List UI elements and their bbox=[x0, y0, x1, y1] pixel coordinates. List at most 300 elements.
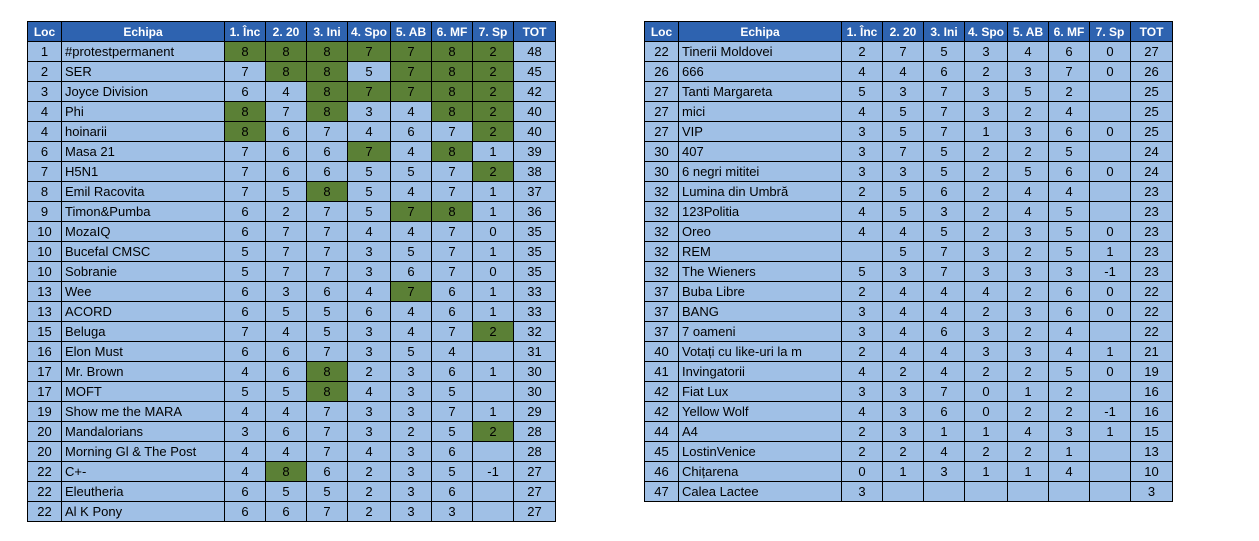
round-score-cell: 2 bbox=[965, 442, 1008, 462]
team-name-cell: Al K Pony bbox=[62, 502, 225, 522]
round-score-cell: 2 bbox=[883, 362, 924, 382]
header-row bbox=[645, 22, 1173, 42]
round-score-cell: 2 bbox=[348, 362, 391, 382]
round-score-cell: 4 bbox=[225, 462, 266, 482]
round-score-cell: 2 bbox=[965, 222, 1008, 242]
rank-cell: 2 bbox=[28, 62, 62, 82]
round-score-cell: 3 bbox=[842, 142, 883, 162]
round-score-cell: 5 bbox=[432, 462, 473, 482]
round-score-cell: 8 bbox=[307, 102, 348, 122]
round-score-cell: 3 bbox=[348, 322, 391, 342]
table-row bbox=[645, 122, 1173, 142]
round-score-cell: 2 bbox=[965, 202, 1008, 222]
team-name-cell: C+- bbox=[62, 462, 225, 482]
round-score-cell: 2 bbox=[1008, 242, 1049, 262]
total-cell: 22 bbox=[1131, 322, 1173, 342]
round-score-cell: 5 bbox=[225, 382, 266, 402]
team-name-cell: SER bbox=[62, 62, 225, 82]
round-score-cell: 8 bbox=[432, 202, 473, 222]
round-score-cell: 6 bbox=[432, 362, 473, 382]
table-row bbox=[28, 162, 556, 182]
table-row bbox=[28, 322, 556, 342]
total-cell: 23 bbox=[1131, 202, 1173, 222]
round-score-cell: 7 bbox=[924, 122, 965, 142]
round-score-cell: 8 bbox=[225, 102, 266, 122]
round-score-cell: 1 bbox=[473, 142, 514, 162]
round-score-cell: 3 bbox=[842, 322, 883, 342]
round-score-cell: 7 bbox=[432, 242, 473, 262]
team-name-cell: Sobranie bbox=[62, 262, 225, 282]
standings-table-left bbox=[27, 21, 556, 522]
round-score-cell: 7 bbox=[307, 502, 348, 522]
round-score-cell: 2 bbox=[473, 102, 514, 122]
round-score-cell bbox=[1090, 202, 1131, 222]
column-header: 7. Sp bbox=[473, 22, 514, 42]
round-score-cell: 3 bbox=[1008, 302, 1049, 322]
round-score-cell: 1 bbox=[473, 282, 514, 302]
round-score-cell: -1 bbox=[473, 462, 514, 482]
rank-cell: 10 bbox=[28, 262, 62, 282]
round-score-cell: 2 bbox=[1049, 382, 1090, 402]
round-score-cell: 1 bbox=[965, 462, 1008, 482]
team-name-cell: LostinVenice bbox=[679, 442, 842, 462]
round-score-cell: 5 bbox=[391, 162, 432, 182]
round-score-cell: 5 bbox=[883, 182, 924, 202]
total-cell: 27 bbox=[1131, 42, 1173, 62]
round-score-cell: 3 bbox=[965, 82, 1008, 102]
total-cell: 35 bbox=[514, 222, 556, 242]
table-row bbox=[645, 62, 1173, 82]
column-header: 4. Spo bbox=[348, 22, 391, 42]
round-score-cell: 4 bbox=[348, 122, 391, 142]
round-score-cell: 3 bbox=[348, 342, 391, 362]
round-score-cell: 6 bbox=[924, 402, 965, 422]
round-score-cell: 0 bbox=[1090, 42, 1131, 62]
round-score-cell: 3 bbox=[391, 442, 432, 462]
round-score-cell: 4 bbox=[842, 102, 883, 122]
table-row bbox=[28, 182, 556, 202]
round-score-cell: 2 bbox=[473, 42, 514, 62]
column-header: 7. Sp bbox=[1090, 22, 1131, 42]
team-name-cell: Phi bbox=[62, 102, 225, 122]
round-score-cell: 3 bbox=[924, 462, 965, 482]
round-score-cell bbox=[473, 442, 514, 462]
round-score-cell: 3 bbox=[883, 82, 924, 102]
rank-cell: 45 bbox=[645, 442, 679, 462]
round-score-cell: 3 bbox=[391, 402, 432, 422]
team-name-cell: Mandalorians bbox=[62, 422, 225, 442]
team-name-cell: Eleutheria bbox=[62, 482, 225, 502]
round-score-cell: 6 bbox=[225, 202, 266, 222]
round-score-cell: 7 bbox=[432, 322, 473, 342]
round-score-cell: -1 bbox=[1090, 262, 1131, 282]
table-row bbox=[645, 342, 1173, 362]
table-row bbox=[645, 82, 1173, 102]
round-score-cell: 1 bbox=[924, 422, 965, 442]
round-score-cell: 2 bbox=[473, 422, 514, 442]
rank-cell: 16 bbox=[28, 342, 62, 362]
total-cell: 32 bbox=[514, 322, 556, 342]
round-score-cell: 3 bbox=[965, 102, 1008, 122]
round-score-cell: 7 bbox=[348, 82, 391, 102]
round-score-cell: 7 bbox=[432, 262, 473, 282]
round-score-cell: 5 bbox=[1049, 142, 1090, 162]
rank-cell: 27 bbox=[645, 102, 679, 122]
team-name-cell: Oreo bbox=[679, 222, 842, 242]
rank-cell: 30 bbox=[645, 162, 679, 182]
round-score-cell: 7 bbox=[307, 402, 348, 422]
round-score-cell: 3 bbox=[391, 482, 432, 502]
round-score-cell bbox=[883, 482, 924, 502]
round-score-cell: 8 bbox=[432, 42, 473, 62]
round-score-cell: 8 bbox=[266, 462, 307, 482]
team-name-cell: BANG bbox=[679, 302, 842, 322]
round-score-cell: 3 bbox=[225, 422, 266, 442]
round-score-cell bbox=[1090, 442, 1131, 462]
team-name-cell: #protestpermanent bbox=[62, 42, 225, 62]
round-score-cell: 7 bbox=[266, 242, 307, 262]
round-score-cell: 1 bbox=[473, 202, 514, 222]
round-score-cell: 4 bbox=[1049, 342, 1090, 362]
round-score-cell: 5 bbox=[1049, 222, 1090, 242]
table-row bbox=[645, 142, 1173, 162]
table-body bbox=[645, 42, 1173, 502]
team-name-cell: 7 oameni bbox=[679, 322, 842, 342]
round-score-cell: 3 bbox=[965, 342, 1008, 362]
round-score-cell: 6 bbox=[225, 302, 266, 322]
round-score-cell: 7 bbox=[432, 122, 473, 142]
round-score-cell: 5 bbox=[924, 142, 965, 162]
rank-cell: 20 bbox=[28, 442, 62, 462]
rank-cell: 17 bbox=[28, 382, 62, 402]
table-row bbox=[645, 162, 1173, 182]
table-row bbox=[645, 242, 1173, 262]
table-row bbox=[28, 502, 556, 522]
round-score-cell: 7 bbox=[307, 222, 348, 242]
round-score-cell: 6 bbox=[1049, 122, 1090, 142]
column-header: 1. Înc bbox=[225, 22, 266, 42]
team-name-cell: 6 negri mititei bbox=[679, 162, 842, 182]
round-score-cell: 7 bbox=[432, 222, 473, 242]
total-cell: 42 bbox=[514, 82, 556, 102]
round-score-cell: 7 bbox=[432, 162, 473, 182]
round-score-cell: 6 bbox=[432, 302, 473, 322]
round-score-cell: 3 bbox=[965, 262, 1008, 282]
round-score-cell: 2 bbox=[842, 442, 883, 462]
rank-cell: 40 bbox=[645, 342, 679, 362]
round-score-cell: 7 bbox=[924, 242, 965, 262]
round-score-cell: 6 bbox=[307, 282, 348, 302]
table-row bbox=[28, 382, 556, 402]
round-score-cell: 2 bbox=[1008, 102, 1049, 122]
round-score-cell: 6 bbox=[225, 482, 266, 502]
round-score-cell: 3 bbox=[1008, 62, 1049, 82]
table-row bbox=[28, 342, 556, 362]
rank-cell: 15 bbox=[28, 322, 62, 342]
round-score-cell: 7 bbox=[1049, 62, 1090, 82]
round-score-cell: 3 bbox=[1049, 422, 1090, 442]
round-score-cell: 6 bbox=[348, 302, 391, 322]
team-name-cell: H5N1 bbox=[62, 162, 225, 182]
round-score-cell: 4 bbox=[225, 362, 266, 382]
rank-cell: 4 bbox=[28, 102, 62, 122]
round-score-cell: 0 bbox=[965, 382, 1008, 402]
table-row bbox=[28, 462, 556, 482]
round-score-cell: 6 bbox=[266, 162, 307, 182]
round-score-cell: 3 bbox=[1049, 262, 1090, 282]
round-score-cell: 3 bbox=[842, 302, 883, 322]
round-score-cell bbox=[1090, 382, 1131, 402]
total-cell: 25 bbox=[1131, 122, 1173, 142]
team-name-cell: The Wieners bbox=[679, 262, 842, 282]
round-score-cell: 3 bbox=[348, 242, 391, 262]
round-score-cell: 1 bbox=[1008, 382, 1049, 402]
team-name-cell: Lumina din Umbră bbox=[679, 182, 842, 202]
round-score-cell: 3 bbox=[1008, 342, 1049, 362]
team-name-cell: A4 bbox=[679, 422, 842, 442]
round-score-cell: 4 bbox=[225, 442, 266, 462]
round-score-cell: 1 bbox=[473, 362, 514, 382]
total-cell: 10 bbox=[1131, 462, 1173, 482]
round-score-cell: 2 bbox=[1008, 442, 1049, 462]
rank-cell: 22 bbox=[28, 462, 62, 482]
round-score-cell: 6 bbox=[225, 282, 266, 302]
table-row bbox=[645, 442, 1173, 462]
round-score-cell: 7 bbox=[225, 62, 266, 82]
round-score-cell: 6 bbox=[1049, 302, 1090, 322]
total-cell: 27 bbox=[514, 482, 556, 502]
round-score-cell: 2 bbox=[1008, 282, 1049, 302]
rank-cell: 8 bbox=[28, 182, 62, 202]
round-score-cell bbox=[1090, 322, 1131, 342]
round-score-cell: 4 bbox=[391, 102, 432, 122]
round-score-cell: 6 bbox=[225, 342, 266, 362]
round-score-cell: 5 bbox=[348, 162, 391, 182]
rank-cell: 42 bbox=[645, 382, 679, 402]
round-score-cell: 7 bbox=[307, 122, 348, 142]
total-cell: 38 bbox=[514, 162, 556, 182]
rank-cell: 37 bbox=[645, 322, 679, 342]
round-score-cell bbox=[924, 482, 965, 502]
round-score-cell: 0 bbox=[1090, 362, 1131, 382]
total-cell: 24 bbox=[1131, 162, 1173, 182]
round-score-cell: 6 bbox=[225, 502, 266, 522]
round-score-cell: 3 bbox=[842, 382, 883, 402]
rank-cell: 46 bbox=[645, 462, 679, 482]
team-name-cell: hoinarii bbox=[62, 122, 225, 142]
round-score-cell: -1 bbox=[1090, 402, 1131, 422]
round-score-cell: 2 bbox=[883, 442, 924, 462]
round-score-cell: 6 bbox=[266, 502, 307, 522]
round-score-cell: 5 bbox=[924, 42, 965, 62]
round-score-cell: 2 bbox=[842, 422, 883, 442]
round-score-cell: 4 bbox=[883, 282, 924, 302]
round-score-cell: 2 bbox=[348, 482, 391, 502]
round-score-cell: 1 bbox=[965, 122, 1008, 142]
team-name-cell: Show me the MARA bbox=[62, 402, 225, 422]
round-score-cell: 2 bbox=[473, 162, 514, 182]
round-score-cell: 5 bbox=[432, 382, 473, 402]
round-score-cell: 6 bbox=[1049, 42, 1090, 62]
round-score-cell: 2 bbox=[965, 142, 1008, 162]
round-score-cell: 3 bbox=[883, 402, 924, 422]
round-score-cell: 5 bbox=[348, 202, 391, 222]
round-score-cell: 2 bbox=[965, 302, 1008, 322]
header-row bbox=[28, 22, 556, 42]
round-score-cell: 6 bbox=[307, 142, 348, 162]
round-score-cell: 2 bbox=[965, 362, 1008, 382]
round-score-cell: 1 bbox=[965, 422, 1008, 442]
round-score-cell: 6 bbox=[924, 182, 965, 202]
total-cell: 21 bbox=[1131, 342, 1173, 362]
total-cell: 29 bbox=[514, 402, 556, 422]
round-score-cell: 6 bbox=[924, 322, 965, 342]
rank-cell: 32 bbox=[645, 222, 679, 242]
round-score-cell: 0 bbox=[965, 402, 1008, 422]
rank-cell: 26 bbox=[645, 62, 679, 82]
rank-cell: 10 bbox=[28, 222, 62, 242]
round-score-cell bbox=[965, 482, 1008, 502]
round-score-cell: 6 bbox=[266, 142, 307, 162]
total-cell: 23 bbox=[1131, 242, 1173, 262]
team-name-cell: 666 bbox=[679, 62, 842, 82]
total-cell: 15 bbox=[1131, 422, 1173, 442]
column-header: 5. AB bbox=[1008, 22, 1049, 42]
total-cell: 35 bbox=[514, 242, 556, 262]
total-cell: 22 bbox=[1131, 282, 1173, 302]
round-score-cell: 4 bbox=[1049, 322, 1090, 342]
total-cell: 13 bbox=[1131, 442, 1173, 462]
round-score-cell: 4 bbox=[1008, 182, 1049, 202]
round-score-cell: 4 bbox=[924, 302, 965, 322]
rank-cell: 30 bbox=[645, 142, 679, 162]
rank-cell: 9 bbox=[28, 202, 62, 222]
round-score-cell: 0 bbox=[1090, 162, 1131, 182]
round-score-cell: 0 bbox=[842, 462, 883, 482]
round-score-cell: 7 bbox=[391, 62, 432, 82]
team-name-cell: Emil Racovita bbox=[62, 182, 225, 202]
total-cell: 40 bbox=[514, 102, 556, 122]
round-score-cell: 2 bbox=[965, 162, 1008, 182]
round-score-cell: 1 bbox=[1008, 462, 1049, 482]
rank-cell: 13 bbox=[28, 302, 62, 322]
round-score-cell: 1 bbox=[473, 302, 514, 322]
total-cell: 48 bbox=[514, 42, 556, 62]
column-header: 2. 20 bbox=[266, 22, 307, 42]
round-score-cell: 7 bbox=[432, 182, 473, 202]
rank-cell: 20 bbox=[28, 422, 62, 442]
round-score-cell: 2 bbox=[473, 82, 514, 102]
round-score-cell: 6 bbox=[266, 342, 307, 362]
round-score-cell: 8 bbox=[307, 82, 348, 102]
round-score-cell: 5 bbox=[348, 62, 391, 82]
round-score-cell: 8 bbox=[266, 42, 307, 62]
team-name-cell: Elon Must bbox=[62, 342, 225, 362]
round-score-cell: 5 bbox=[266, 382, 307, 402]
round-score-cell: 4 bbox=[348, 222, 391, 242]
round-score-cell bbox=[1090, 462, 1131, 482]
round-score-cell: 7 bbox=[307, 242, 348, 262]
team-name-cell: MozaIQ bbox=[62, 222, 225, 242]
round-score-cell: 4 bbox=[883, 222, 924, 242]
column-header: TOT bbox=[1131, 22, 1173, 42]
total-cell: 40 bbox=[514, 122, 556, 142]
total-cell: 25 bbox=[1131, 102, 1173, 122]
round-score-cell: 4 bbox=[924, 362, 965, 382]
rank-cell: 22 bbox=[28, 502, 62, 522]
column-header: Echipa bbox=[62, 22, 225, 42]
table-row bbox=[28, 102, 556, 122]
rank-cell: 4 bbox=[28, 122, 62, 142]
column-header: Echipa bbox=[679, 22, 842, 42]
total-cell: 23 bbox=[1131, 222, 1173, 242]
round-score-cell: 0 bbox=[1090, 302, 1131, 322]
round-score-cell: 4 bbox=[1049, 462, 1090, 482]
round-score-cell: 3 bbox=[965, 42, 1008, 62]
team-name-cell: VIP bbox=[679, 122, 842, 142]
round-score-cell: 5 bbox=[225, 242, 266, 262]
table-row bbox=[28, 142, 556, 162]
round-score-cell: 6 bbox=[1049, 162, 1090, 182]
team-name-cell: Mr. Brown bbox=[62, 362, 225, 382]
table-row bbox=[645, 222, 1173, 242]
round-score-cell: 3 bbox=[391, 462, 432, 482]
round-score-cell: 7 bbox=[391, 202, 432, 222]
round-score-cell: 2 bbox=[842, 342, 883, 362]
round-score-cell: 4 bbox=[842, 202, 883, 222]
round-score-cell: 6 bbox=[1049, 282, 1090, 302]
round-score-cell: 7 bbox=[225, 182, 266, 202]
round-score-cell: 8 bbox=[307, 382, 348, 402]
round-score-cell: 2 bbox=[391, 422, 432, 442]
round-score-cell: 4 bbox=[842, 62, 883, 82]
round-score-cell: 6 bbox=[225, 82, 266, 102]
round-score-cell: 1 bbox=[883, 462, 924, 482]
team-name-cell: MOFT bbox=[62, 382, 225, 402]
round-score-cell: 2 bbox=[1008, 322, 1049, 342]
round-score-cell: 3 bbox=[883, 262, 924, 282]
team-name-cell: Bucefal CMSC bbox=[62, 242, 225, 262]
round-score-cell: 3 bbox=[1008, 122, 1049, 142]
rank-cell: 10 bbox=[28, 242, 62, 262]
round-score-cell: 7 bbox=[348, 42, 391, 62]
team-name-cell: ACORD bbox=[62, 302, 225, 322]
round-score-cell: 7 bbox=[883, 42, 924, 62]
round-score-cell bbox=[1008, 482, 1049, 502]
round-score-cell: 5 bbox=[883, 102, 924, 122]
round-score-cell: 7 bbox=[307, 342, 348, 362]
table-row bbox=[645, 42, 1173, 62]
round-score-cell: 4 bbox=[348, 442, 391, 462]
round-score-cell: 4 bbox=[266, 82, 307, 102]
table-row bbox=[28, 62, 556, 82]
total-cell: 35 bbox=[514, 262, 556, 282]
round-score-cell: 7 bbox=[225, 142, 266, 162]
total-cell: 39 bbox=[514, 142, 556, 162]
rank-cell: 6 bbox=[28, 142, 62, 162]
table-row bbox=[645, 182, 1173, 202]
round-score-cell: 8 bbox=[432, 82, 473, 102]
round-score-cell: 5 bbox=[307, 302, 348, 322]
rank-cell: 27 bbox=[645, 122, 679, 142]
round-score-cell: 4 bbox=[266, 402, 307, 422]
round-score-cell: 3 bbox=[842, 122, 883, 142]
team-name-cell: Chițarena bbox=[679, 462, 842, 482]
column-header: 4. Spo bbox=[965, 22, 1008, 42]
table-body bbox=[28, 42, 556, 522]
total-cell: 26 bbox=[1131, 62, 1173, 82]
table-row bbox=[645, 302, 1173, 322]
